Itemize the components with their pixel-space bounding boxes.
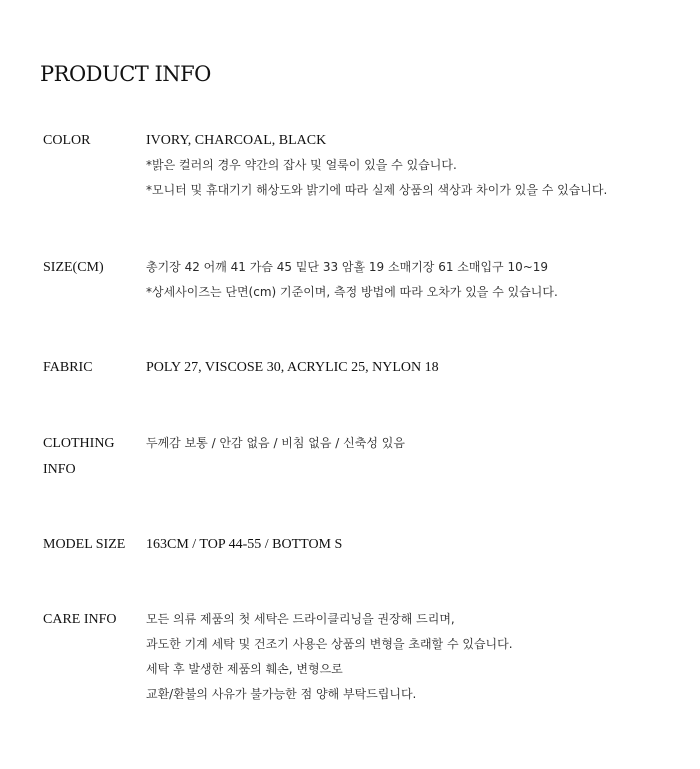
clothing-info-content: [146, 431, 686, 456]
section-label-care-info: CARE INFO: [43, 612, 117, 627]
model-size-details: 163CM / TOP 44-55 / BOTTOM S: [146, 537, 343, 552]
size-measurements: 총기장 42 어깨 41 가슴 45 밑단 33 암홀 19 소매기장 61 소매입구 10~19: [146, 260, 549, 274]
section-label-clothing-info: [43, 431, 138, 483]
size-note: *상세사이즈는 단면(cm) 기준이며, 측정 방법에 따라 오차가 있을 수 있습니다.: [146, 285, 558, 299]
care-info-line-2: 과도한 기계 세탁 및 건조기 사용은 상품의 변형을 초래할 수 있습니다.: [146, 637, 513, 651]
section-label-clothing-info-line-2: INFO: [43, 462, 76, 477]
care-info-line-4: 교환/환불의 사유가 불가능한 점 양해 부탁드립니다.: [146, 687, 417, 701]
section-label-model-size: MODEL SIZE: [43, 537, 126, 552]
size-content: [146, 255, 686, 305]
section-label-size: SIZE(CM): [43, 260, 104, 275]
care-info-line-3: 세탁 후 발생한 제품의 훼손, 변형으로: [146, 662, 343, 676]
care-info-content: [146, 607, 686, 707]
color-content: [146, 128, 686, 203]
section-label-fabric: FABRIC: [43, 360, 93, 375]
section-label-color: COLOR: [43, 133, 91, 148]
color-note-2: *모니터 및 휴대기기 해상도와 밝기에 따라 실제 상품의 색상과 차이가 있을 수 있습니다.: [146, 183, 608, 197]
clothing-info-details: 두께감 보통 / 안감 없음 / 비침 없음 / 신축성 있음: [146, 436, 405, 450]
model-size-content: [146, 532, 686, 557]
page-title: PRODUCT INFO: [40, 62, 211, 86]
fabric-composition: POLY 27, VISCOSE 30, ACRYLIC 25, NYLON 18: [146, 360, 439, 375]
section-label-clothing-info-line-1: CLOTHING: [43, 436, 115, 451]
care-info-line-1: 모든 의류 제품의 첫 세탁은 드라이클리닝을 권장해 드리며,: [146, 612, 455, 626]
color-values: IVORY, CHARCOAL, BLACK: [146, 133, 327, 148]
fabric-content: [146, 355, 686, 380]
color-note-1: *밝은 컬러의 경우 약간의 잡사 및 얼룩이 있을 수 있습니다.: [146, 158, 457, 172]
